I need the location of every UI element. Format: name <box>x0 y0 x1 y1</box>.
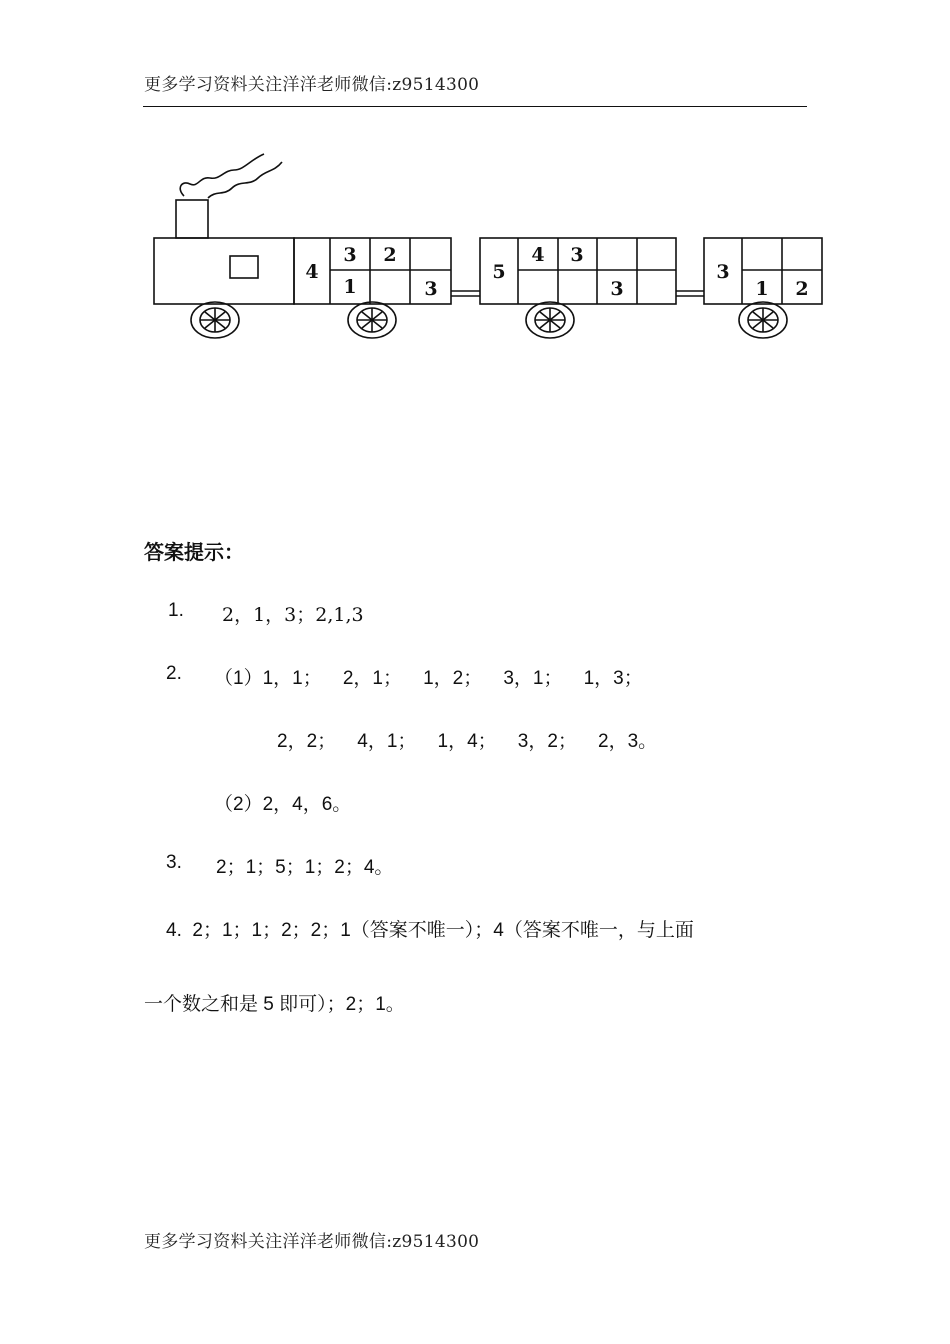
engine-body <box>154 238 294 304</box>
smoke-line <box>208 162 282 198</box>
answer-3-text: 2；1；5；1；2；4。 <box>216 857 394 878</box>
car1-cell: 3 <box>424 278 438 300</box>
page-header: 更多学习资料关注洋洋老师微信:z9514300 <box>144 75 480 95</box>
car3-left-number: 3 <box>716 261 730 283</box>
answer-1-number: 1. <box>168 600 184 621</box>
answers-title: 答案提示： <box>144 540 244 564</box>
answer-4-line-1: 4. 2；1；1；2；2；1（答案不唯一）；4（答案不唯一，与上面 <box>166 920 694 941</box>
car2-cell: 3 <box>610 278 624 300</box>
car1-cell: 3 <box>343 244 357 266</box>
answer-2-line-2: 2，2； 4，1； 1，4； 3，2； 2，3。 <box>277 731 658 752</box>
wheel-icon <box>739 302 787 338</box>
car1-cell: 2 <box>383 244 397 266</box>
page-footer: 更多学习资料关注洋洋老师微信:z9514300 <box>144 1232 480 1252</box>
train-figure <box>140 140 830 350</box>
car2-cell: 4 <box>531 244 545 266</box>
wheel-icon <box>348 302 396 338</box>
car1-cell: 1 <box>343 276 357 298</box>
car1-left-number: 4 <box>305 261 319 283</box>
header-rule <box>143 106 807 107</box>
car2-cell: 3 <box>570 244 584 266</box>
car3-cell: 1 <box>755 278 769 300</box>
chimney <box>176 200 208 238</box>
wheel-icon <box>526 302 574 338</box>
answer-2-line-3: （2）2，4，6。 <box>214 794 352 815</box>
answer-4-line-2: 一个数之和是 5 即可）；2；1。 <box>144 994 405 1015</box>
answer-3-number: 3. <box>166 852 182 873</box>
answer-2-number: 2. <box>166 663 182 684</box>
answer-2-line-1: （1）1，1； 2，1； 1，2； 3，1； 1，3； <box>214 668 643 689</box>
engine-window <box>230 256 258 278</box>
car3-cell: 2 <box>795 278 809 300</box>
answer-1-text: 2，1，3；2,1,3 <box>222 604 364 626</box>
car2-left-number: 5 <box>492 261 506 283</box>
wheel-icon <box>191 302 239 338</box>
smoke-line <box>180 154 264 196</box>
